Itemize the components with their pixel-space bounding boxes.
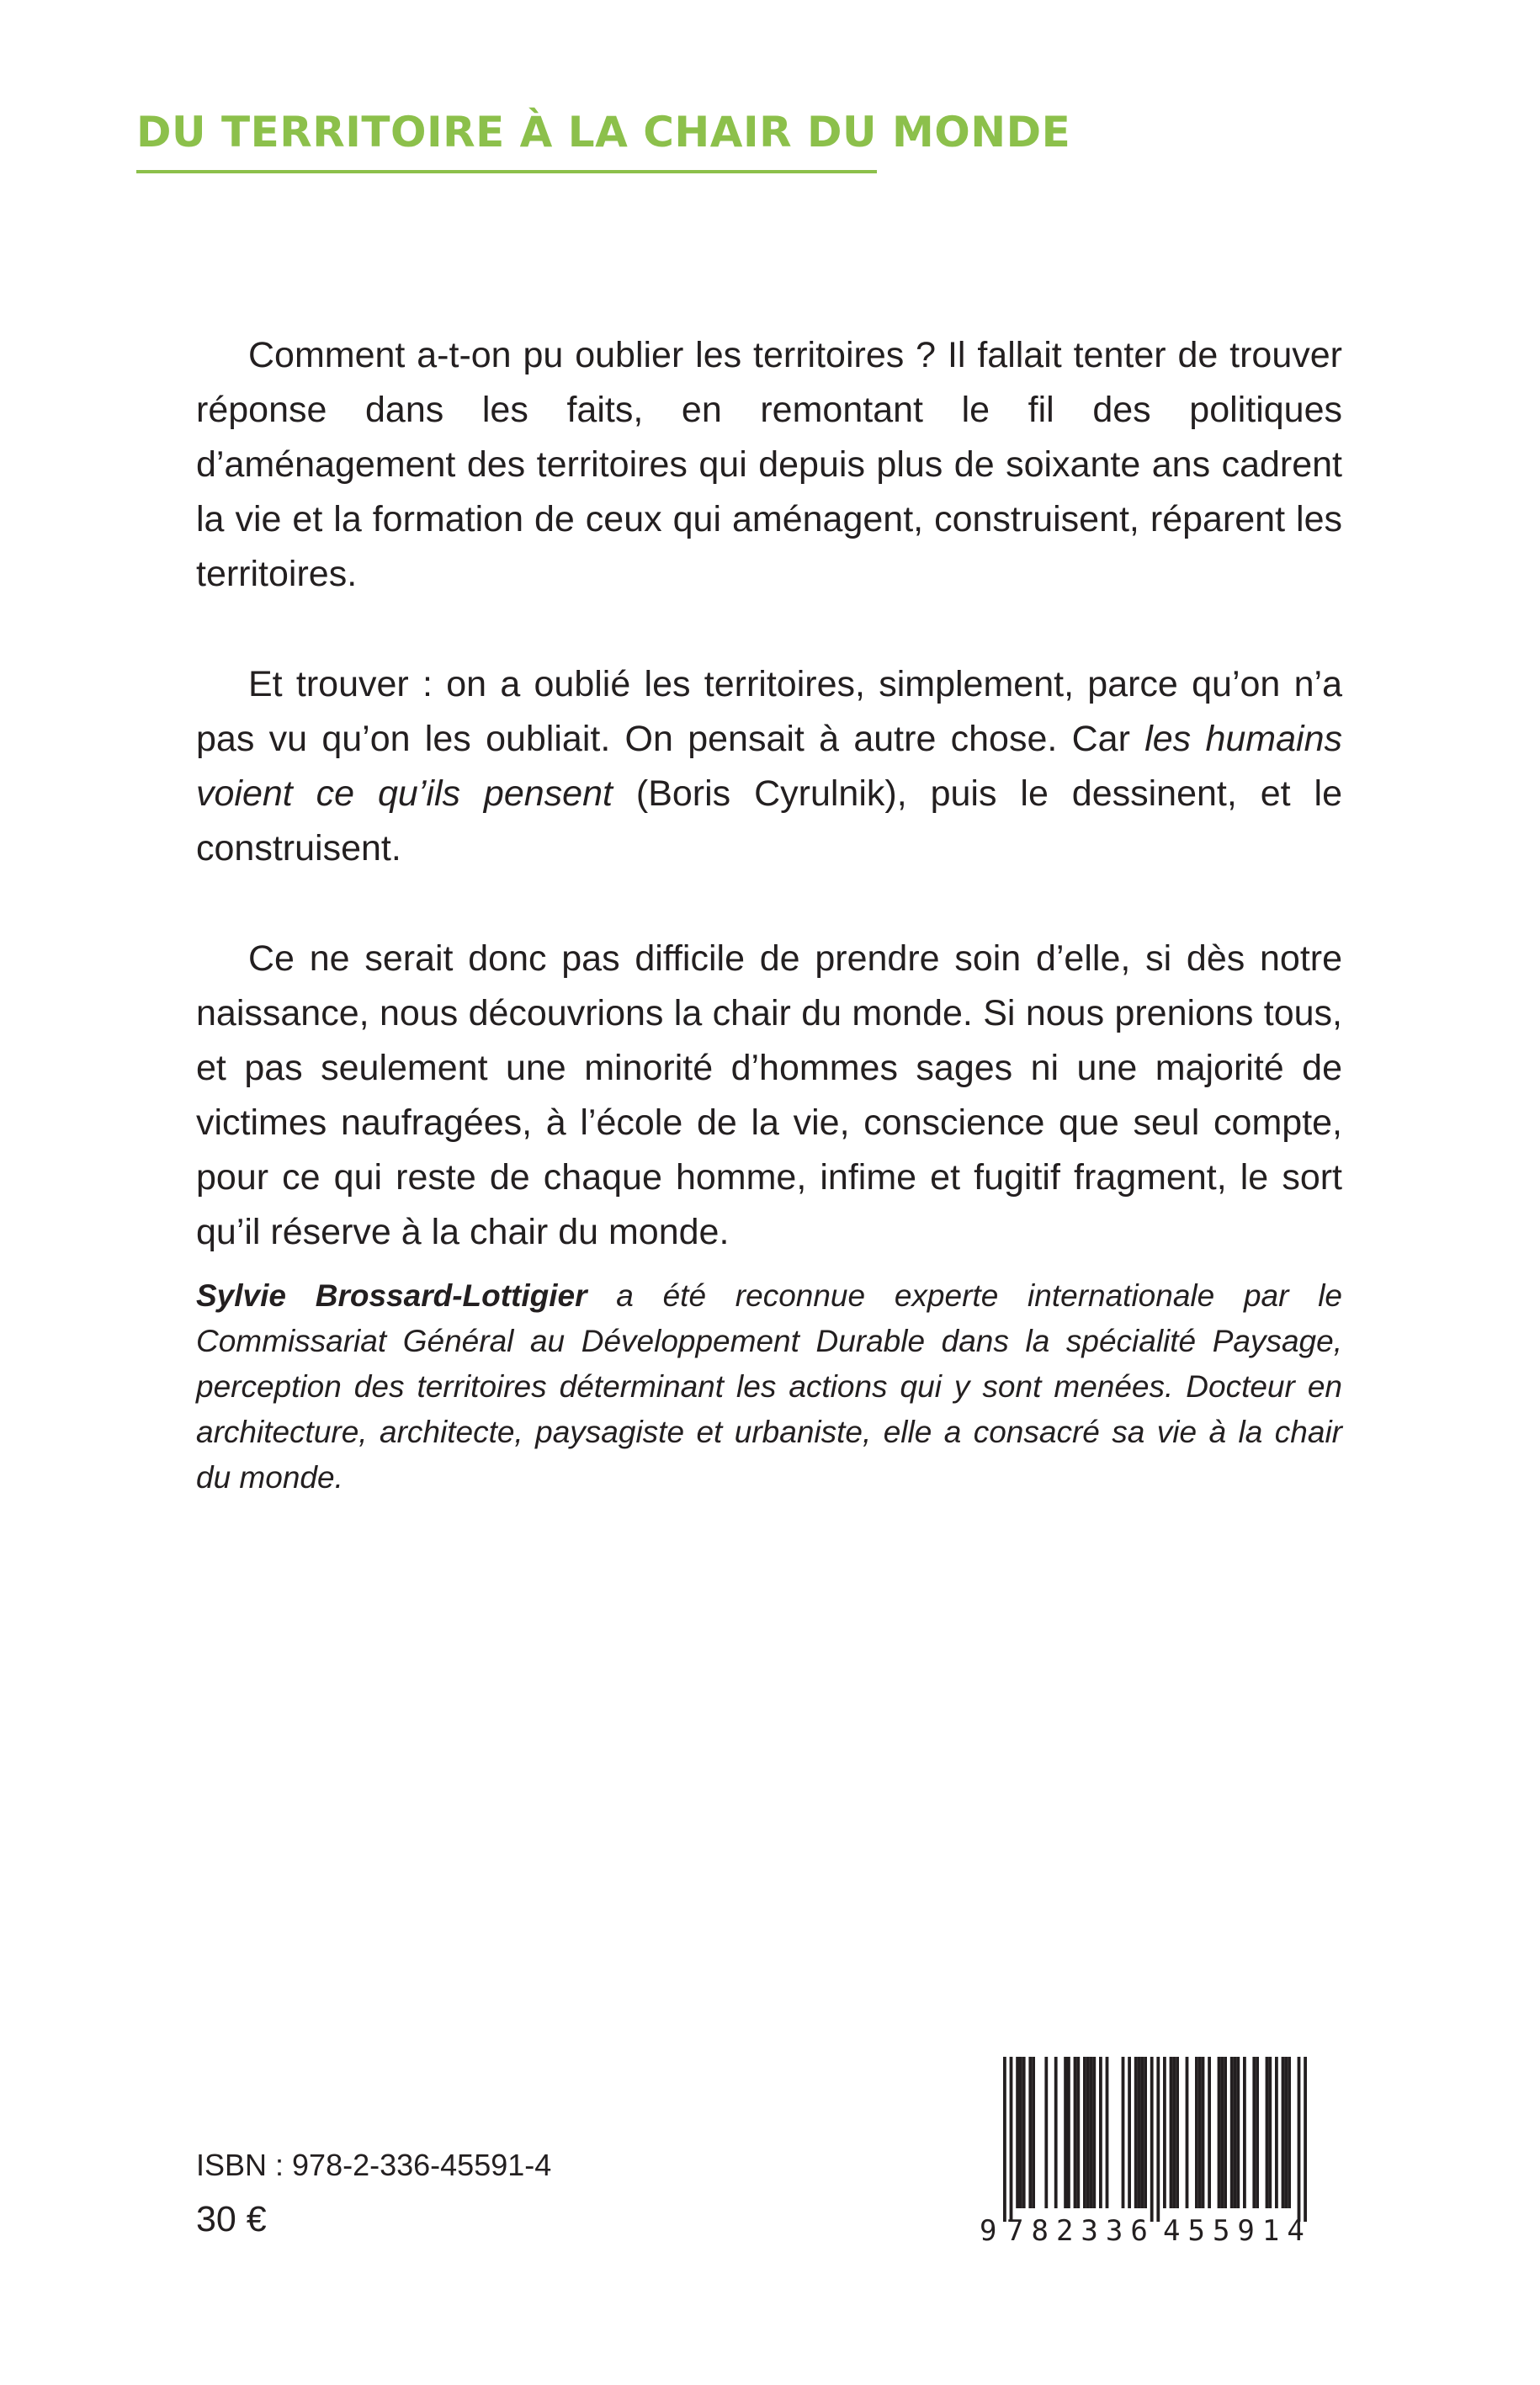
barcode-bar-25	[1150, 2057, 1154, 2222]
barcode-bar-20	[1128, 2057, 1131, 2208]
barcode-bar-37	[1220, 2057, 1224, 2208]
barcode-bar-5	[1028, 2057, 1032, 2208]
barcode-bar-34	[1202, 2057, 1205, 2208]
barcode-bar-29	[1172, 2057, 1176, 2208]
barcode-bar-43	[1252, 2057, 1256, 2208]
barcode-bar-11	[1074, 2057, 1077, 2208]
barcode-bar-45	[1266, 2057, 1269, 2208]
author-bio	[196, 1273, 1342, 1501]
barcode-bar-19	[1122, 2057, 1125, 2208]
barcode-bar-40	[1234, 2057, 1237, 2208]
barcode-bar-36	[1218, 2057, 1221, 2208]
barcode-bar-10	[1067, 2057, 1070, 2208]
barcode-bar-32	[1195, 2057, 1198, 2208]
barcode-bar-46	[1268, 2057, 1272, 2208]
barcode-bar-48	[1282, 2057, 1285, 2208]
barcode-bars	[1003, 2057, 1307, 2222]
barcode-bar-12	[1076, 2057, 1080, 2208]
barcode-bar-14	[1086, 2057, 1090, 2208]
barcode-bar-17	[1099, 2057, 1102, 2208]
paragraph-2	[196, 657, 1342, 876]
isbn: ISBN : 978-2-336-45591-4	[196, 2148, 552, 2182]
paragraph-2-end: (Boris Cyrulnik), puis le dessinent, et le construisent.	[196, 773, 1342, 868]
author-name: Sylvie Brossard-Lottigier	[196, 1278, 587, 1313]
barcode-bar-27	[1163, 2057, 1166, 2208]
barcode-bar-21	[1134, 2057, 1138, 2208]
barcode-bar-8	[1054, 2057, 1058, 2208]
price: 30 €	[196, 2199, 267, 2239]
barcode-bar-47	[1275, 2057, 1278, 2208]
barcode-bar-3	[1019, 2057, 1022, 2208]
barcode-bar-33	[1198, 2057, 1202, 2208]
barcode-bar-16	[1092, 2057, 1096, 2208]
barcode-bar-26	[1156, 2057, 1160, 2222]
barcode-bar-49	[1284, 2057, 1288, 2208]
paragraph-2-start: Et trouver : on a oublié les territoires, simplement, parce qu’on n’a pas vu qu’on les oubliait. On pensait à autre chose. Car	[196, 664, 1342, 759]
barcode-bar-1	[1010, 2057, 1013, 2222]
quote: les humains voient ce qu’ils pensent	[196, 719, 1342, 814]
barcode-bar-22	[1138, 2057, 1141, 2208]
barcode-bar-51	[1298, 2057, 1301, 2222]
barcode-first-digit: 9	[980, 2214, 997, 2247]
paragraph-1: Comment a-t-on pu oublier les territoires ? Il fallait tenter de trouver réponse dans les faits, en remontant le fil des politiques d’aménagement des territoires qui depuis plus de soixante ans cadrent la vie et la formation de ceux qui aménagent, construisent, réparent les territoires.	[196, 335, 1342, 594]
barcode-bar-2	[1016, 2057, 1019, 2208]
barcode-bar-44	[1256, 2057, 1259, 2208]
barcode-bar-39	[1230, 2057, 1234, 2208]
barcode-bar-24	[1144, 2057, 1147, 2208]
barcode-bar-28	[1170, 2057, 1173, 2208]
barcode-bar-23	[1140, 2057, 1144, 2208]
title-block	[136, 106, 1071, 173]
barcode-bar-15	[1090, 2057, 1093, 2208]
barcode-bar-18	[1106, 2057, 1109, 2208]
barcode-bar-35	[1208, 2057, 1211, 2208]
barcode-bar-9	[1064, 2057, 1067, 2208]
barcode-bar-13	[1083, 2057, 1086, 2208]
author-bio-text: a été reconnue experte internationale par le Commissariat Général au Développement Durable dans la spécialité Paysage, perception des territoires déterminant les actions qui y sont menées. Docteur en architecture, architecte, paysagiste et urbaniste, elle a consacré sa vie à la chair du monde.	[196, 1278, 1342, 1495]
barcode-bar-52	[1304, 2057, 1307, 2222]
barcode	[976, 2053, 1338, 2247]
barcode-left-digits: 782336	[1006, 2214, 1155, 2247]
book-title: DU TERRITOIRE À LA CHAIR DU MONDE	[136, 108, 1071, 157]
barcode-bar-7	[1044, 2057, 1048, 2208]
barcode-bar-42	[1243, 2057, 1246, 2208]
barcode-bar-38	[1224, 2057, 1227, 2208]
barcode-bar-0	[1003, 2057, 1006, 2222]
barcode-bar-30	[1176, 2057, 1179, 2208]
barcode-bar-41	[1236, 2057, 1240, 2208]
barcode-bar-50	[1288, 2057, 1291, 2208]
barcode-right-digits: 455914	[1163, 2214, 1312, 2247]
barcode-bar-6	[1032, 2057, 1035, 2208]
barcode-bar-4	[1022, 2057, 1026, 2208]
barcode-bar-31	[1186, 2057, 1189, 2208]
paragraph-3: Ce ne serait donc pas difficile de prendre soin d’elle, si dès notre naissance, nous découvrions la chair du monde. Si nous prenions tous, et pas seulement une minorité d’hommes sages ni une majorité de victimes naufragées, à l’école de la vie, conscience que seul compte, pour ce qui reste de chaque homme, infime et fugitif fragment, le sort qu’il réserve à la chair du monde.	[196, 938, 1342, 1252]
title-underline	[136, 170, 877, 173]
back-cover-text	[196, 328, 1342, 1315]
